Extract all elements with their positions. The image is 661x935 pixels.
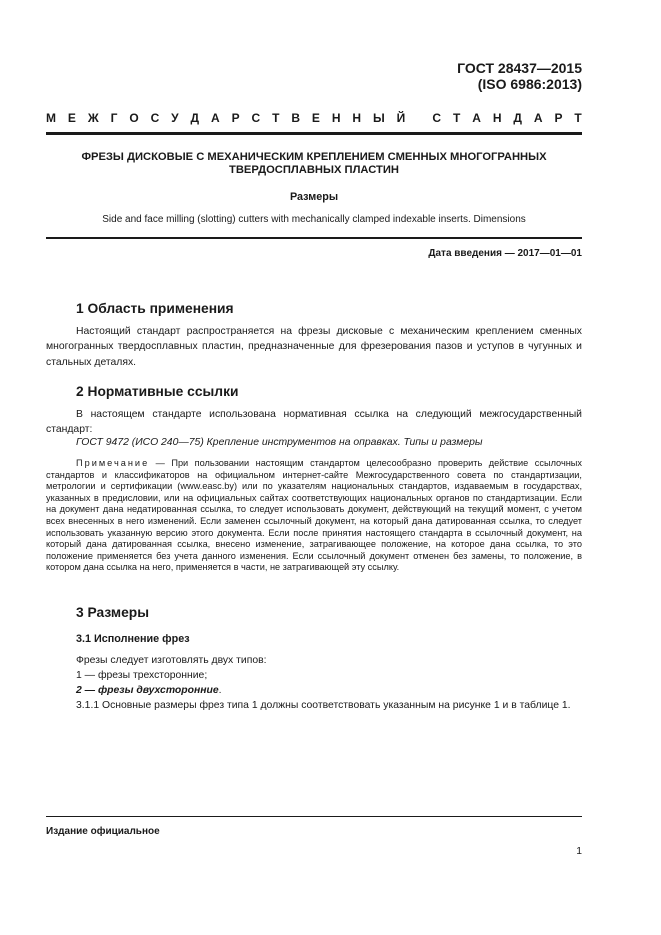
interstate-letter: Ы (372, 111, 385, 125)
section2-text: В настоящем стандарте использована нормативная ссылка на следующий межгосударственный стандарт: (46, 409, 582, 436)
interstate-letter: Т (574, 111, 582, 125)
section2-note (46, 458, 582, 574)
note-label: Примечание (76, 458, 150, 468)
interstate-letter: Е (311, 111, 320, 125)
interstate-letter: У (171, 111, 179, 125)
interstate-letter: А (210, 111, 220, 125)
section3-1-heading: 3.1 Исполнение фрез (76, 633, 190, 645)
interstate-letter: Н (352, 111, 362, 125)
type2-label: 2 — фрезы двухсторонние (76, 685, 219, 696)
interstate-letter: Н (492, 111, 502, 125)
document-title-line1: ФРЕЗЫ ДИСКОВЫЕ С МЕХАНИЧЕСКИМ КРЕПЛЕНИЕМ СМЕННЫХ МНОГОГРАННЫХ (81, 151, 547, 163)
interstate-letter: М (46, 111, 56, 125)
header-rule (46, 132, 582, 135)
interstate-letter (417, 111, 420, 125)
english-title: Side and face milling (slotting) cutters with mechanically clamped indexable inserts. Dimensions (102, 214, 526, 225)
edition-label: Издание официальное (46, 826, 160, 837)
interstate-letter: Д (190, 111, 200, 125)
type1-item: 1 — фрезы трехсторонние; (76, 670, 208, 681)
normative-reference: ГОСТ 9472 (ИСО 240—75) Крепление инструментов на оправках. Типы и размеры (76, 437, 483, 448)
interstate-letter: Ж (87, 111, 99, 125)
interstate-letter: А (472, 111, 481, 125)
interstate-letter: Р (231, 111, 240, 125)
type2-item (76, 683, 582, 698)
interstate-letter: Т (272, 111, 280, 125)
interstate-letter: О (129, 111, 139, 125)
interstate-letter: Р (554, 111, 563, 125)
section1-text: Настоящий стандарт распространяется на фрезы дисковые с механическим креплением сменных многогранных твердосплавных пластин, предназначенные для фрезерования пазов и уступов в чугунных и стальных деталях. (46, 326, 582, 368)
page-number: 1 (576, 846, 582, 857)
document-subtitle: Размеры (289, 191, 339, 203)
section2-heading: 2 Нормативные ссылки (76, 384, 239, 399)
interstate-letter: С (150, 111, 160, 125)
interstate-standard-banner (46, 111, 582, 125)
interstate-letter: А (533, 111, 543, 125)
interstate-letter: Д (513, 111, 522, 125)
interstate-letter: Н (331, 111, 341, 125)
interstate-letter: С (432, 111, 442, 125)
section3-heading: 3 Размеры (76, 605, 149, 620)
title-rule (46, 237, 582, 239)
document-title-line2: ТВЕРДОСПЛАВНЫХ ПЛАСТИН (229, 164, 399, 176)
footer-rule (46, 816, 582, 817)
interstate-letter: В (291, 111, 300, 125)
section3-intro: Фрезы следует изготовлять двух типов: (76, 655, 267, 666)
interstate-letter: Й (396, 111, 406, 125)
interstate-letter: С (251, 111, 261, 125)
interstate-letter: Е (67, 111, 76, 125)
type2-end: . (218, 685, 222, 696)
iso-reference: (ISO 6986:2013) (477, 76, 582, 92)
interstate-letter: Т (452, 111, 461, 125)
effective-date: Дата введения — 2017—01—01 (428, 248, 582, 259)
standard-number: ГОСТ 28437—2015 (457, 60, 582, 76)
section3-1-1-para: 3.1.1 Основные размеры фрез типа 1 должны соответствовать указанным на рисунке 1 и в таблице 1. (76, 700, 571, 711)
section1-heading: 1 Область применения (76, 301, 234, 316)
note-text: — При пользовании настоящим стандартом целесообразно проверить действие ссылочных стандартов и классификаторов на официальном интернет-сайте Межгосударственного совета по стандартизации, метрологии и сертификации (www.easc.by) или по указателям национальных стандартов, издаваемым в государствах, указанных в предисловии, или на официальных сайтах соответствующих национальных органов по стандартизации. Если на документ дана недатированная ссылка, то следует использовать документ, действующий на текущий момент, с учетом всех внесенных в него изменений. Если заменен ссылочный документ, на который дана датированная ссылка, то следует использовать указанную версию этого документа. Если после принятия настоящего стандарта в ссылочный документ, на который дана датированная ссылка, внесено изменение, затрагивающее положение, на которое дана ссылка, то это положение применяется без учета данного изменения. Если ссылочный документ отменен без замены, то положение, в котором дана ссылка на него, применяется в части, не затрагивающей эту ссылку. (46, 458, 582, 573)
interstate-letter: Г (110, 111, 118, 125)
